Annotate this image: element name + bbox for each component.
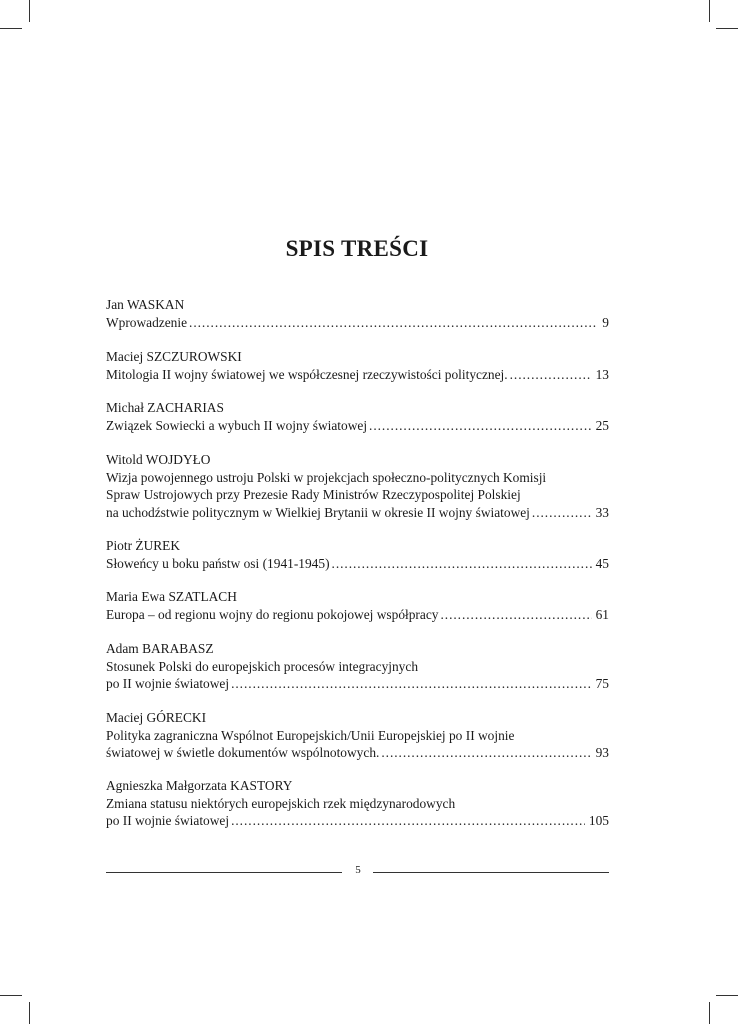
toc-title: Słoweńcy u boku państw osi (1941-1945) bbox=[106, 555, 330, 571]
toc-title-line bbox=[106, 744, 609, 762]
toc-page-number: 33 bbox=[595, 504, 609, 520]
toc-entry bbox=[106, 640, 609, 693]
toc-page-number: 105 bbox=[588, 813, 609, 828]
dot-leader bbox=[369, 417, 592, 435]
toc-author: Maciej GÓRECKI bbox=[106, 710, 207, 725]
toc-title: Zmiana statusu niektórych europejskich rzek międzynarodowych bbox=[106, 795, 456, 811]
dot-leader bbox=[510, 366, 592, 384]
crop-mark bbox=[709, 1002, 710, 1024]
page-number: 5 bbox=[355, 864, 361, 876]
toc-title: Stosunek Polski do europejskich procesów integracyjnych bbox=[106, 658, 419, 674]
toc-title: Polityka zagraniczna Wspólnot Europejskich/Unii Europejskiej po II wojnie bbox=[106, 727, 515, 743]
toc-page-number: 25 bbox=[595, 417, 609, 433]
toc-entry bbox=[106, 588, 609, 623]
toc-title-line bbox=[106, 555, 609, 573]
toc-title: po II wojnie światowej bbox=[106, 813, 230, 828]
toc-entry bbox=[106, 709, 609, 762]
toc-author: Jan WASKAN bbox=[106, 297, 185, 312]
toc-author: Witold WOJDYŁO bbox=[106, 452, 211, 467]
dot-leader bbox=[332, 555, 592, 573]
toc-author: Maria Ewa SZATLACH bbox=[106, 589, 237, 604]
crop-mark bbox=[709, 0, 710, 22]
toc-author: Piotr ŻUREK bbox=[106, 538, 181, 553]
toc-author: Maciej SZCZUROWSKI bbox=[106, 349, 242, 364]
crop-mark bbox=[29, 1002, 30, 1024]
toc-title: po II wojnie światowej bbox=[106, 676, 230, 691]
dot-leader bbox=[532, 504, 592, 522]
toc-page-number: 93 bbox=[595, 745, 609, 760]
crop-mark bbox=[29, 0, 30, 22]
crop-mark bbox=[0, 995, 22, 996]
footer-rule-left bbox=[106, 872, 342, 873]
toc-author: Michał ZACHARIAS bbox=[106, 400, 224, 415]
toc-author: Adam BARABASZ bbox=[106, 641, 214, 656]
toc-title: Mitologia II wojny światowej we współczesnej rzeczywistości politycznej. bbox=[106, 366, 508, 382]
dot-leader bbox=[231, 812, 585, 830]
toc-title: Związek Sowiecki a wybuch II wojny światowej bbox=[106, 417, 368, 433]
toc-title: Wprowadzenie bbox=[106, 314, 188, 330]
crop-mark bbox=[0, 28, 22, 29]
toc-title-line bbox=[106, 366, 609, 384]
dot-leader bbox=[231, 675, 592, 693]
toc-entry bbox=[106, 399, 609, 434]
toc-page-number: 45 bbox=[595, 555, 609, 571]
crop-mark bbox=[716, 995, 738, 996]
toc-entry bbox=[106, 451, 609, 521]
toc-title-line bbox=[106, 606, 609, 624]
toc-title-line bbox=[106, 504, 609, 522]
toc-entry bbox=[106, 348, 609, 383]
toc-page-number: 61 bbox=[595, 606, 609, 622]
dot-leader bbox=[189, 314, 598, 332]
page-title: SPIS TREŚCI bbox=[285, 236, 429, 261]
toc-title: światowej w świetle dokumentów wspólnotowych. bbox=[106, 745, 380, 760]
toc-entry bbox=[106, 537, 609, 572]
toc-title: na uchodźstwie politycznym w Wielkiej Brytanii w okresie II wojny światowej bbox=[106, 504, 530, 520]
toc-entry bbox=[106, 777, 609, 830]
toc-title-line bbox=[106, 675, 609, 693]
toc-title-line bbox=[106, 314, 609, 332]
toc-page-number: 9 bbox=[602, 314, 609, 330]
toc-title-line bbox=[106, 417, 609, 435]
toc-author: Agnieszka Małgorzata KASTORY bbox=[106, 778, 293, 793]
toc-page-number: 75 bbox=[595, 676, 609, 691]
dot-leader bbox=[440, 606, 591, 624]
dot-leader bbox=[381, 744, 591, 762]
footer-rule-right bbox=[373, 872, 609, 873]
crop-mark bbox=[716, 28, 738, 29]
toc-page-number: 13 bbox=[595, 366, 609, 382]
toc-title: Europa – od regionu wojny do regionu pokojowej współpracy bbox=[106, 606, 439, 622]
toc-title: Wizja powojennego ustroju Polski w projekcjach społeczno-politycznych Komisji bbox=[106, 469, 547, 485]
toc-title: Spraw Ustrojowych przy Prezesie Rady Ministrów Rzeczypospolitej Polskiej bbox=[106, 487, 521, 502]
toc-title-line bbox=[106, 812, 609, 830]
toc-entry bbox=[106, 296, 609, 331]
